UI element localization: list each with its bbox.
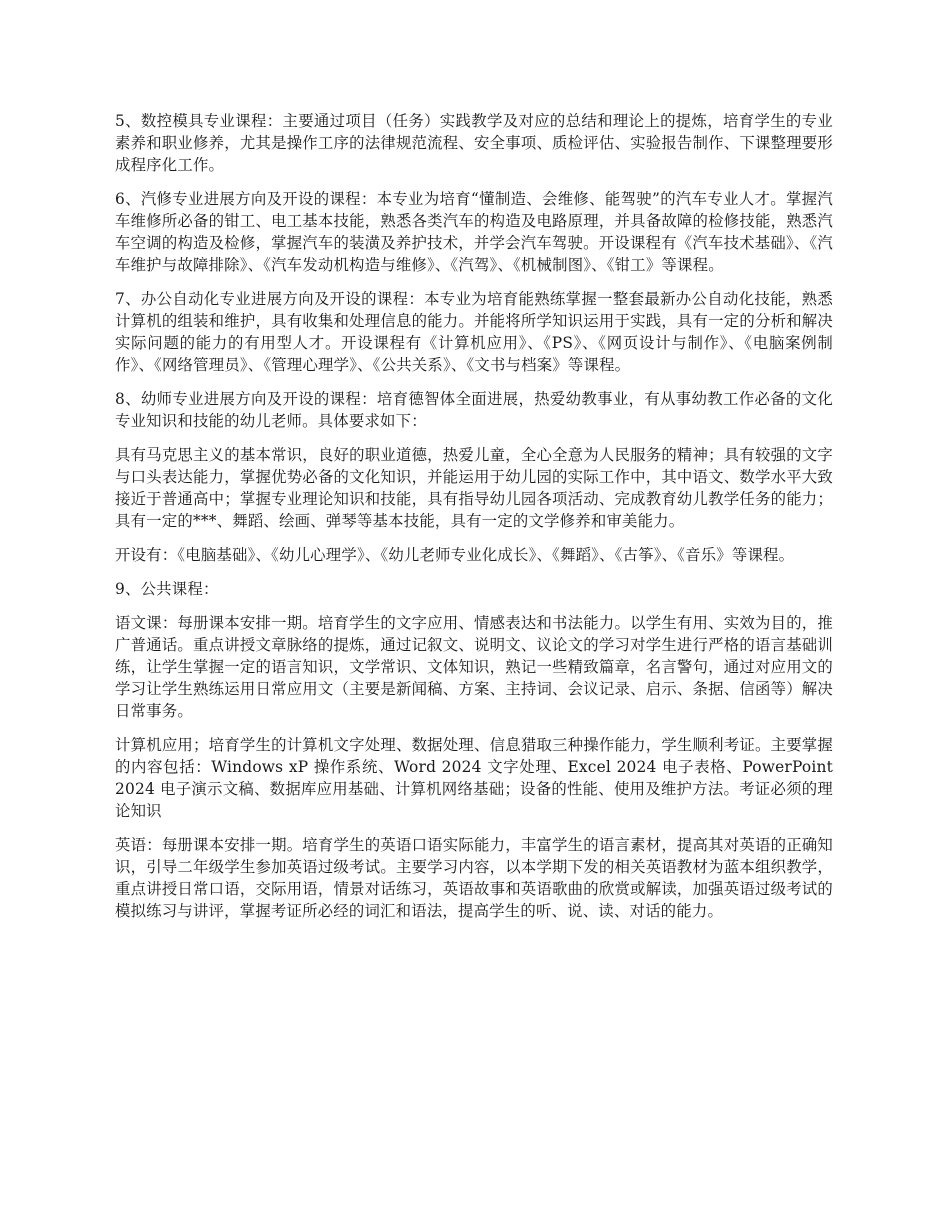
paragraph-cnc-mold-course: 5、数控模具专业课程：主要通过项目（任务）实践教学及对应的总结和理论上的提炼，培育学生的专业素养和职业修养，尤其是操作工序的法律规范流程、安全事项、质检评估、实验报告制作、下课整理要形成程序化工作。 [115, 112, 833, 174]
document-page [115, 110, 833, 934]
paragraph-public-courses-heading: 9、公共课程： [115, 580, 219, 598]
paragraph-computer-course: 计算机应用；培育学生的计算机文字处理、数据处理、信息猎取三种操作能力，学生顺利考证。主要掌握的内容包括：Windows xP 操作系统、Word 2024 文字处理、Excel 2024 电子表格、PowerPoint 2024 电子演示文稿、数据库应用基础、计算机网络基础；设备的性能、使用及维护方法。考证必须的理论知识 [115, 736, 833, 820]
paragraph-english-course: 英语：每册课本安排一期。培育学生的英语口语实际能力，丰富学生的语言素材，提高其对英语的正确知识，引导二年级学生参加英语过级考试。主要学习内容，以本学期下发的相关英语教材为蓝本组织教学，重点讲授日常口语，交际用语，情景对话练习，英语故事和英语歌曲的欣赏或解读，加强英语过级考试的模拟练习与讲评，掌握考证所必经的词汇和语法，提高学生的听、说、读、对话的能力。 [115, 836, 833, 920]
paragraph-auto-repair-course: 6、汽修专业进展方向及开设的课程：本专业为培育“懂制造、会维修、能驾驶”的汽车专业人才。掌握汽车维修所必备的钳工、电工基本技能，熟悉各类汽车的构造及电路原理，并具备故障的检修技能，熟悉汽车空调的构造及检修，掌握汽车的装潢及养护技术，并学会汽车驾驶。开设课程有《汽车技术基础》、《汽车维护与故障排除》、《汽车发动机构造与维修》、《汽驾》、《机械制图》、《钳工》等课程。 [115, 190, 833, 274]
paragraph-chinese-course: 语文课：每册课本安排一期。培育学生的文字应用、情感表达和书法能力。以学生有用、实效为目的，推广普通话。重点讲授文章脉络的提炼，通过记叙文、说明文、议论文的学习对学生进行严格的语言基础训练，让学生掌握一定的语言知识，文学常识、文体知识，熟记一些精致篇章，名言警句，通过对应用文的学习让学生熟练运用日常应用文（主要是新闻稿、方案、主持词、会议记录、启示、条据、信函等）解决日常事务。 [115, 614, 833, 720]
paragraph-office-automation-course: 7、办公自动化专业进展方向及开设的课程：本专业为培育能熟练掌握一整套最新办公自动化技能，熟悉计算机的组装和维护，具有收集和处理信息的能力。并能将所学知识运用于实践，具有一定的分析和解决实际问题的能力的有用型人才。开设课程有《计算机应用》、《PS》、《网页设计与制作》、《电脑案例制作》、《网络管理员》、《管理心理学》、《公共关系》、《文书与档案》等课程。 [115, 290, 833, 374]
paragraph-preschool-teacher-course: 8、幼师专业进展方向及开设的课程：培育德智体全面进展，热爱幼教事业，有从事幼教工作必备的文化专业知识和技能的幼儿老师。具体要求如下： [115, 390, 833, 430]
paragraph-preschool-courses-offered: 开设有：《电脑基础》、《幼儿心理学》、《幼儿老师专业化成长》、《舞蹈》、《古筝》、《音乐》等课程。 [115, 546, 795, 564]
paragraph-preschool-requirements: 具有马克思主义的基本常识，良好的职业道德，热爱儿童，全心全意为人民服务的精神；具有较强的文字与口头表达能力，掌握优势必备的文化知识，并能运用于幼儿园的实际工作中，其中语文、数学水平大致接近于普通高中；掌握专业理论知识和技能，具有指导幼儿园各项活动、完成教育幼儿教学任务的能力；具有一定的***、舞蹈、绘画、弹琴等基本技能，具有一定的文学修养和审美能力。 [115, 446, 833, 530]
